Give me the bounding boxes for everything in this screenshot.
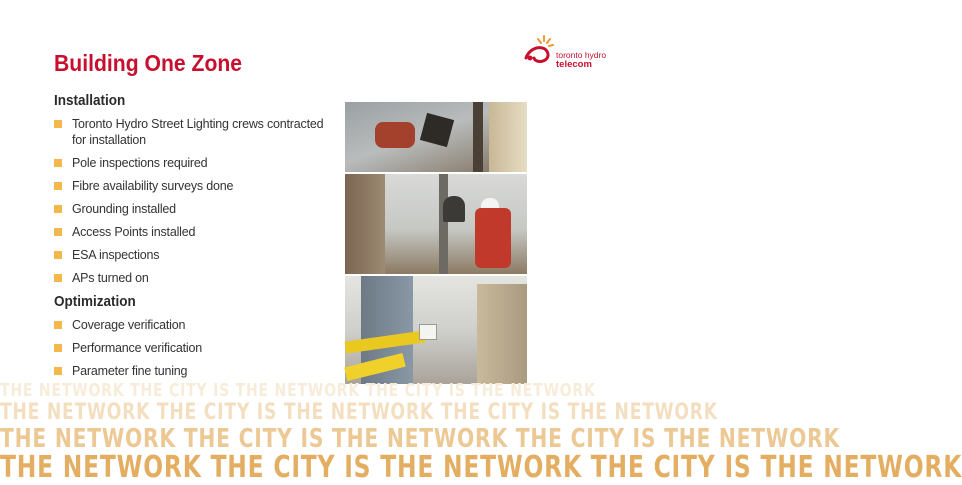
bullet-square-icon bbox=[54, 251, 62, 259]
photo-pole bbox=[473, 102, 483, 172]
bullet-square-icon bbox=[54, 321, 62, 329]
section-heading-optimization: Optimization bbox=[54, 293, 136, 310]
bullet-square-icon bbox=[54, 182, 62, 190]
photo-access-point bbox=[443, 196, 465, 222]
photo-worker bbox=[475, 208, 511, 268]
company-logo bbox=[522, 32, 622, 82]
slide-content bbox=[54, 90, 339, 386]
logo-line-1: toronto hydro bbox=[556, 50, 607, 60]
bullet-square-icon bbox=[54, 159, 62, 167]
list-item: Parameter fine tuning bbox=[54, 363, 332, 379]
photo-lamp bbox=[420, 113, 454, 147]
photo-pole bbox=[439, 174, 448, 274]
list-item: Toronto Hydro Street Lighting crews contracted for installation bbox=[54, 116, 332, 148]
photo-building bbox=[345, 174, 385, 274]
watermark-line: THE NETWORK THE CITY IS THE NETWORK THE CITY IS THE NETWORK bbox=[0, 380, 596, 401]
section-heading-installation: Installation bbox=[54, 92, 126, 109]
list-item: Pole inspections required bbox=[54, 155, 332, 171]
logo-line-2: telecom bbox=[556, 59, 592, 70]
list-item: Performance verification bbox=[54, 340, 332, 356]
photo-building bbox=[489, 102, 527, 172]
slide-title: Building One Zone bbox=[54, 50, 243, 76]
bullet-square-icon bbox=[54, 205, 62, 213]
bullet-square-icon bbox=[54, 367, 62, 375]
bullet-square-icon bbox=[54, 120, 62, 128]
list-item: ESA inspections bbox=[54, 247, 332, 263]
optimization-list bbox=[54, 317, 339, 379]
watermark-line: THE NETWORK THE CITY IS THE NETWORK THE CITY IS THE NETWORK bbox=[0, 424, 840, 454]
watermark-line: THE NETWORK THE CITY IS THE NETWORK THE CITY IS THE NETWORK bbox=[0, 450, 962, 485]
list-item: Coverage verification bbox=[54, 317, 332, 333]
photo-crew-lamp bbox=[345, 102, 527, 172]
list-item: Grounding installed bbox=[54, 201, 332, 217]
installation-list bbox=[54, 116, 339, 286]
bullet-square-icon bbox=[54, 344, 62, 352]
list-item: Access Points installed bbox=[54, 224, 332, 240]
bullet-square-icon bbox=[54, 274, 62, 282]
photo-bucket-truck bbox=[345, 276, 527, 384]
photo-worker-pole bbox=[345, 174, 527, 274]
photo-building bbox=[477, 284, 527, 384]
logo-text bbox=[556, 51, 606, 69]
logo-mark-icon bbox=[522, 32, 558, 72]
bullet-square-icon bbox=[54, 228, 62, 236]
photo-worker bbox=[375, 122, 415, 148]
watermark-line: THE NETWORK THE CITY IS THE NETWORK THE CITY IS THE NETWORK bbox=[0, 400, 718, 425]
list-item: Fibre availability surveys done bbox=[54, 178, 332, 194]
watermark-banner bbox=[0, 380, 962, 485]
photo-bucket bbox=[419, 324, 437, 340]
list-item: APs turned on bbox=[54, 270, 332, 286]
